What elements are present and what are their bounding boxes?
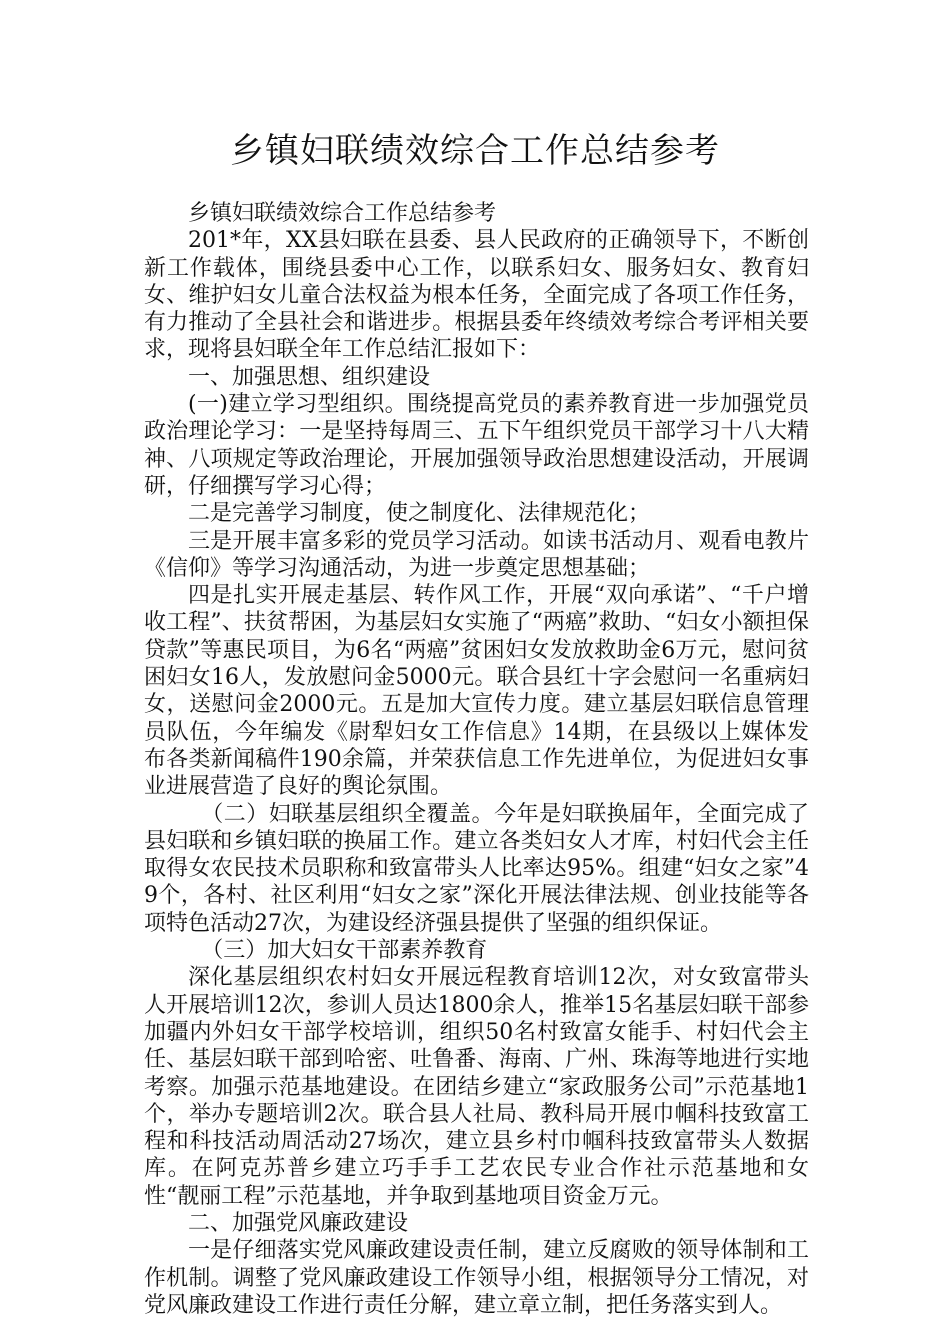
item-2-paragraph: 二是完善学习制度，使之制度化、法律规范化； xyxy=(188,501,651,527)
subsection-2-paragraph: （二）妇联基层组织全覆盖。今年是妇联换届年，全面完成了县妇联和乡镇妇联的换届工作。建立各类妇女人才库，村妇代会主任取得女农民技术员职称和致富带头人比率达95%。组建“妇女之家”49个，各村、社区利用“妇女之家”深化开展法律法规、创业技能等各项特色活动27次，为建设经济强县提供了坚强的组织保证。 xyxy=(144,801,809,936)
document-body xyxy=(144,200,809,1319)
section-heading-1: 一、加强思想、组织建设 xyxy=(188,364,431,390)
section-heading-2: 二、加强党风廉政建设 xyxy=(188,1210,409,1236)
item-3-paragraph: 三是开展丰富多彩的党员学习活动。如读书活动月、观看电教片《信仰》等学习沟通活动，为进一步奠定思想基础； xyxy=(144,528,809,581)
subsection-3-paragraph: 深化基层组织农村妇女开展远程教育培训12次，对女致富带头人开展培训12次，参训人员达1800余人，推举15名基层妇联干部参加疆内外妇女干部学校培训，组织50名村致富女能手、村妇代会主任、基层妇联干部到哈密、吐鲁番、海南、广州、珠海等地进行实地考察。加强示范基地建设。在团结乡建立“家政服务公司”示范基地1个，举办专题培训2次。联合县人社局、教科局开展巾帼科技致富工程和科技活动周活动27场次，建立县乡村巾帼科技致富带头人数据库。在阿克苏普乡建立巧手手工艺农民专业合作社示范基地和女性“靓丽工程”示范基地，并争取到基地项目资金万元。 xyxy=(144,965,809,1209)
section-2-paragraph: 一是仔细落实党风廉政建设责任制，建立反腐败的领导体制和工作机制。调整了党风廉政建设工作领导小组，根据领导分工情况，对党风廉政建设工作进行责任分解，建立章立制，把任务落实到人。 xyxy=(144,1238,809,1318)
subsection-1-paragraph: (一)建立学习型组织。围绕提高党员的素养教育进一步加强党员政治理论学习：一是坚持每周三、五下午组织党员干部学习十八大精神、八项规定等政治理论，开展加强领导政治思想建设活动，开展调研，仔细撰写学习心得； xyxy=(144,392,809,499)
subsection-3-heading: （三）加大妇女干部素养教育 xyxy=(201,938,488,964)
item-4-paragraph: 四是扎实开展走基层、转作风工作，开展“双向承诺”、“千户增收工程”、扶贫帮困，为基层妇女实施了“两癌”救助、“妇女小额担保贷款”等惠民项目，为6名“两癌”贫困妇女发放救助金6万元，慰问贫困妇女16人，发放慰问金5000元。联合县红十字会慰问一名重病妇女，送慰问金2000元。五是加大宣传力度。建立基层妇联信息管理员队伍，今年编发《尉犁妇女工作信息》14期，在县级以上媒体发布各类新闻稿件190余篇，并荣获信息工作先进单位，为促进妇女事业进展营造了良好的舆论氛围。 xyxy=(144,583,810,800)
document-title: 乡镇妇联绩效综合工作总结参考 xyxy=(230,131,720,171)
subtitle-paragraph: 乡镇妇联绩效综合工作总结参考 xyxy=(188,201,497,226)
intro-paragraph: 201*年，XX县妇联在县委、县人民政府的正确领导下，不断创新工作载体，围绕县委中心工作，以联系妇女、服务妇女、教育妇女、维护妇女儿童合法权益为根本任务，全面完成了各项工作任务，有力推动了全县社会和谐进步。根据县委年终绩效考综合考评相关要求，现将县妇联全年工作总结汇报如下： xyxy=(144,228,809,363)
